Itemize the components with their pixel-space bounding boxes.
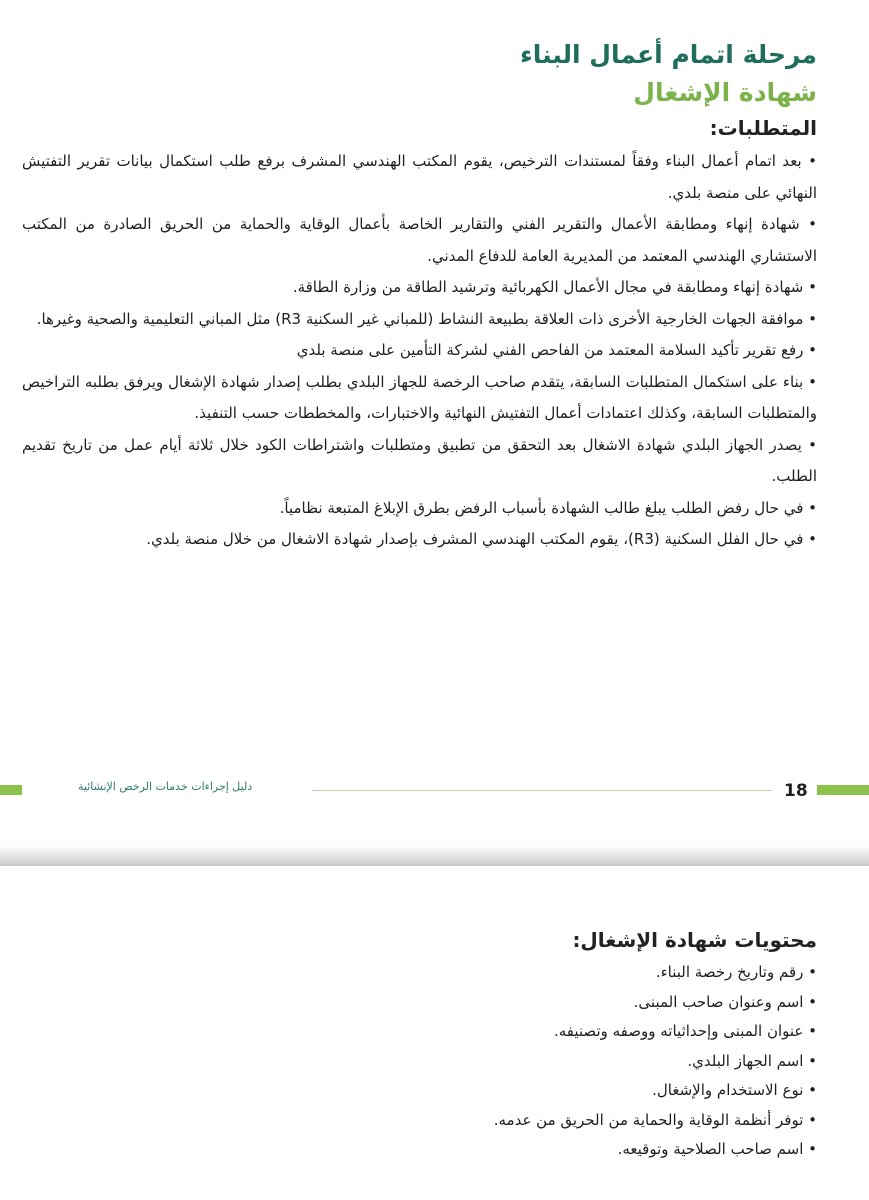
list-item: • موافقة الجهات الخارجية الأخرى ذات العلاقة بطبيعة النشاط (للمباني غير السكنية R3) مثل المباني التعليمية والصحية وغيرها. <box>36 309 817 328</box>
list-item: • نوع الاستخدام والإشغال. <box>652 1081 817 1099</box>
contents-heading: محتويات شهادة الإشغال: <box>572 928 817 952</box>
list-item: • شهادة إنهاء ومطابقة في مجال الأعمال الكهربائية وترشيد الطاقة من وزارة الطاقة. <box>292 278 817 296</box>
page-number: 18 <box>784 781 808 801</box>
list-item: • شهادة إنهاء ومطابقة الأعمال والتقرير الفني والتقارير الخاصة بأعمال الوقاية والحماية من الحريق الصادرة من المكتب الاستشاري الهندسي المعتمد من المديرية العامة للدفاع المدني. <box>22 215 817 265</box>
list-item: • اسم صاحب الصلاحية وتوقيعه. <box>617 1140 817 1158</box>
list-item: • يصدر الجهاز البلدي شهادة الاشغال بعد التحقق من تطبيق ومتطلبات واشتراطات الكود خلال ثلاثة أيام عمل من تاريخ تقديم الطلب. <box>22 435 817 485</box>
requirements-list <box>22 146 817 556</box>
list-item: • في حال رفض الطلب يبلغ طالب الشهادة بأسباب الرفض بطرق الإبلاغ المتبعة نظامياً. <box>279 498 817 517</box>
list-item: • رفع تقرير تأكيد السلامة المعتمد من الفاحص الفني لشركة التأمين على منصة بلدي <box>296 341 817 359</box>
footer-accent-bar-left <box>0 785 22 795</box>
section-title: مرحلة اتمام أعمال البناء <box>520 40 817 69</box>
footer-divider <box>312 790 772 791</box>
list-item: • عنوان المبنى وإحداثياته ووصفه وتصنيفه. <box>553 1022 817 1040</box>
list-item: • بناء على استكمال المتطلبات السابقة، يتقدم صاحب الرخصة للجهاز البلدي بطلب إصدار شهادة الإشغال ويرفق بطلبه التراخيص والمتطلبات السابقة، وكذلك اعتمادات أعمال التفتيش النهائية والاختبارات، والمخططات حسب التنفيذ. <box>22 372 817 422</box>
contents-list <box>494 958 817 1165</box>
list-item: • بعد اتمام أعمال البناء وفقاً لمستندات الترخيص، يقوم المكتب الهندسي المشرف برفع طلب استكمال بيانات تقرير التفتيش النهائي على منصة بلدي. <box>22 152 817 202</box>
section-subtitle: شهادة الإشغال <box>633 78 817 107</box>
requirements-heading: المتطلبات: <box>709 116 817 140</box>
list-item: • في حال الفلل السكنية (R3)، يقوم المكتب الهندسي المشرف بإصدار شهادة الاشغال من خلال منصة بلدي. <box>146 530 817 548</box>
list-item: • اسم الجهاز البلدي. <box>687 1051 817 1070</box>
list-item: • رقم وتاريخ رخصة البناء. <box>655 963 817 981</box>
list-item: • توفر أنظمة الوقاية والحماية من الحريق من عدمه. <box>493 1110 817 1129</box>
list-item: • اسم وعنوان صاحب المبنى. <box>633 992 817 1011</box>
page-break-edge <box>0 864 869 866</box>
footer-accent-bar-right <box>817 785 869 795</box>
footer-guide-title: دليل إجراءات خدمات الرخص الإنشائية <box>78 780 253 793</box>
page-break-shadow <box>0 846 869 864</box>
